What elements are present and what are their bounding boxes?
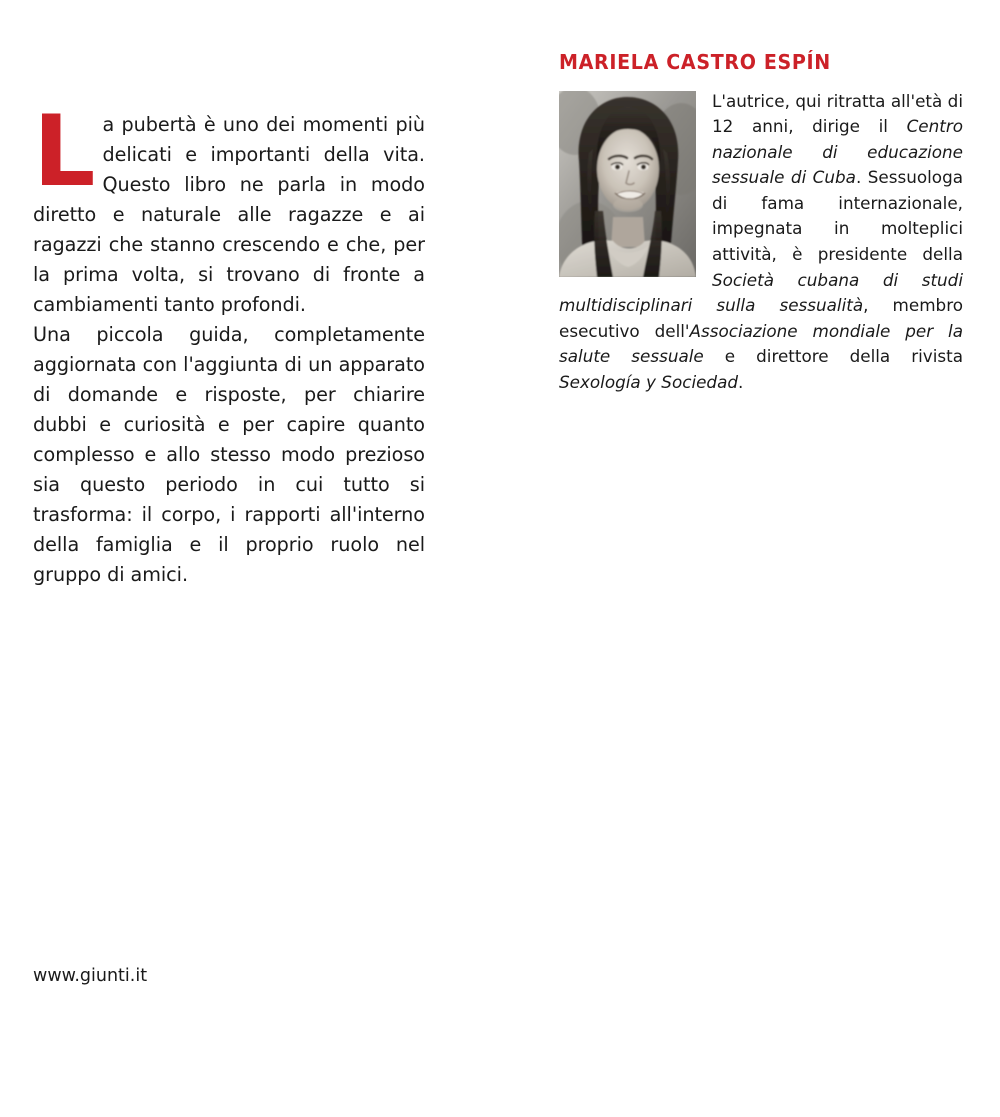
author-bio-segment-0: L'autrice, qui ritratta all'età di 12 anni, dirige il — [712, 90, 963, 137]
author-bio-segment-4: , membro esecutivo dell' — [559, 295, 963, 341]
author-portrait-photo — [559, 91, 696, 277]
author-bio-segment-8: . — [738, 372, 744, 393]
author-bio-segment-3: Società cubana di studi multidisciplinari sulla sessualità — [559, 269, 963, 316]
author-bio-segment-2: . Sessuologa di fama internazionale, impegnata in molteplici attività, è presidente della — [712, 167, 964, 265]
blurb-paragraph-second: Una piccola guida, completamente aggiornata con l'aggiunta di un apparato di domande e risposte, per chiarire dubbi e curiosità e per capire quanto complesso e allo stesso modo prezioso sia questo periodo in cui tutto si trasforma: il corpo, i rapporti all'interno della famiglia e il proprio ruolo nel gruppo di amici. — [33, 323, 425, 586]
author-bio-segment-7: Sexología y Sociedad — [559, 372, 739, 393]
author-bio-segment-1: Centro nazionale di educazione sessuale di Cuba — [712, 116, 963, 188]
drop-cap-letter: L — [33, 95, 94, 209]
publisher-url[interactable]: www.giunti.it — [33, 966, 148, 986]
author-bio-segment-6: e direttore della rivista — [703, 346, 963, 367]
blurb-paragraph-first — [33, 95, 425, 320]
author-name-heading: MARIELA CASTRO ESPÍN — [559, 50, 831, 74]
author-column — [559, 52, 963, 396]
blurb-paragraph-first-text: a pubertà è uno dei momenti più delicati e importanti della vita. Questo libro ne parla in modo diretto e naturale alle ragazze e ai ragazzi che stanno crescendo e che, per la prima volta, si trovano di fronte a cambiamenti tanto profondi. — [33, 113, 425, 316]
author-bio-segment-5: Associazione mondiale per la salute sessuale — [559, 320, 963, 367]
blurb-column — [33, 95, 425, 590]
